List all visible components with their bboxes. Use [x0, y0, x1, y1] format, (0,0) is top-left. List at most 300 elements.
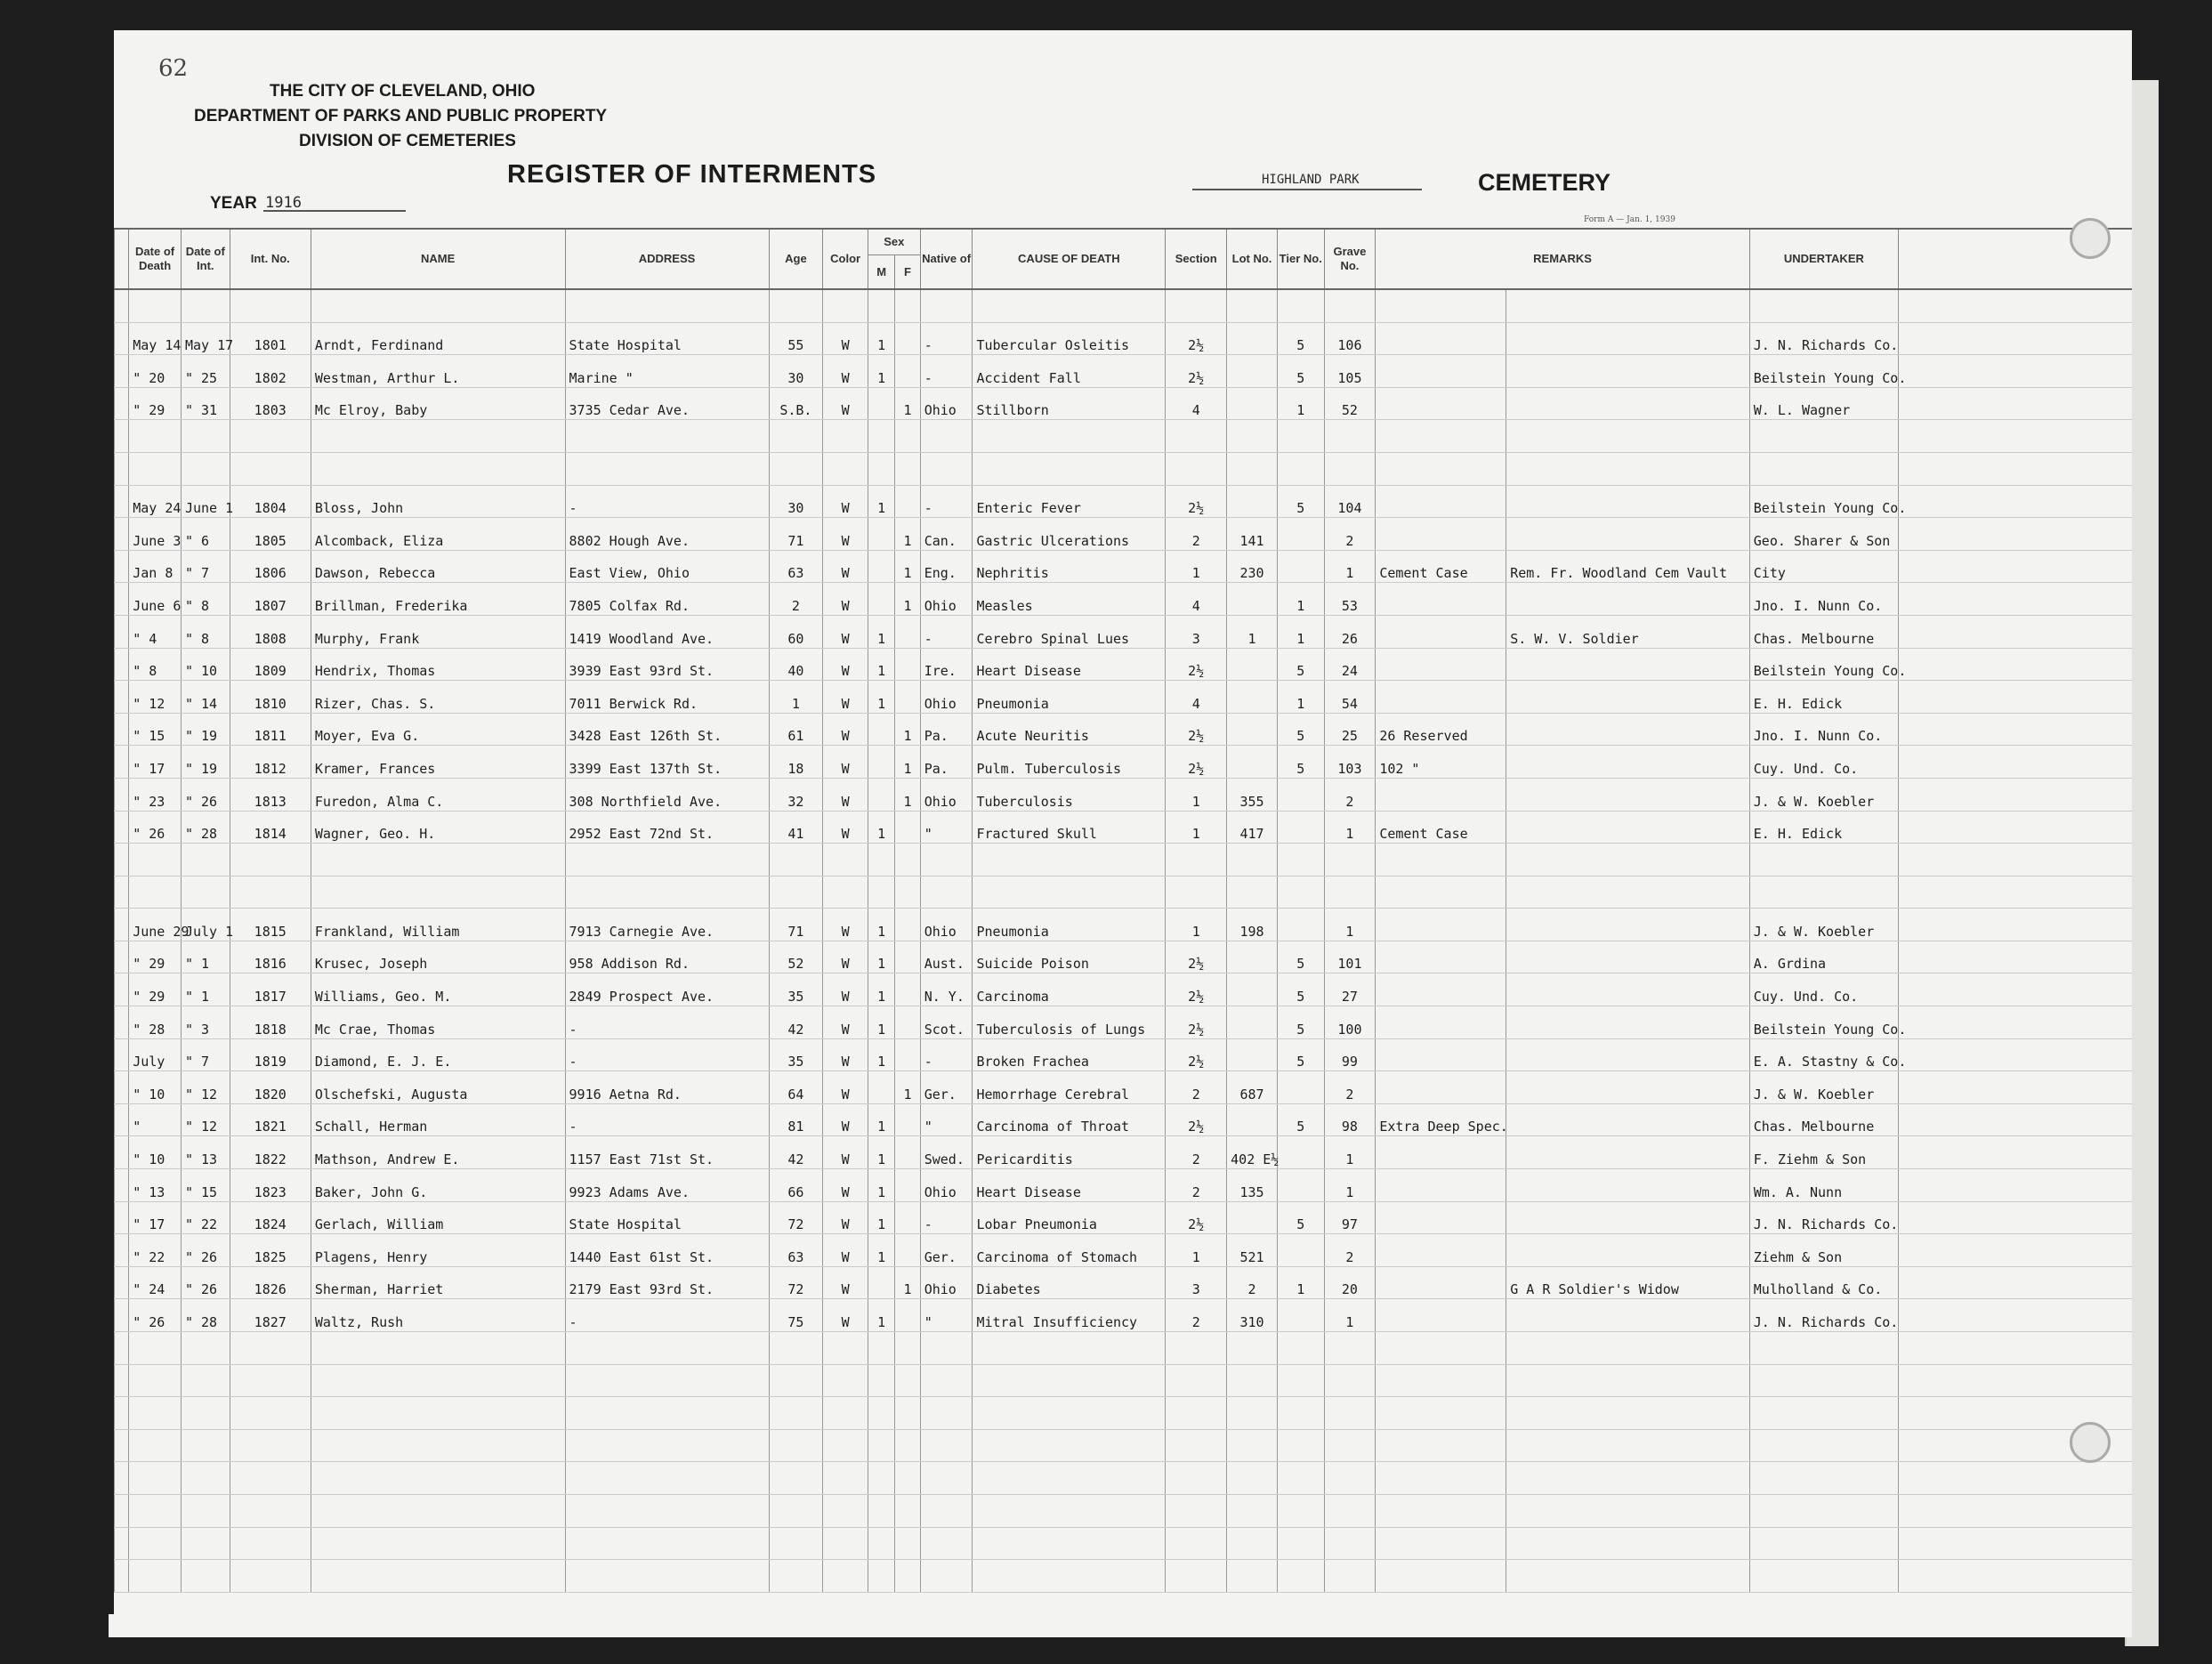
empty-cell [920, 1332, 973, 1365]
empty-cell [230, 1560, 311, 1593]
cell-int: " 15 [181, 1169, 230, 1202]
cell-age [769, 420, 823, 453]
cell-cause: Pericarditis [973, 1136, 1166, 1169]
cell-address: 7011 Berwick Rd. [565, 681, 769, 714]
empty-cell [769, 1560, 823, 1593]
col-address: ADDRESS [565, 229, 769, 289]
empty-cell [1324, 1560, 1376, 1593]
cell-f [895, 420, 920, 453]
cell-undertaker: Geo. Sharer & Son [1749, 518, 1898, 551]
empty-cell [823, 1560, 868, 1593]
cell-no: 1815 [230, 909, 311, 941]
col-grave: Grave No. [1324, 229, 1376, 289]
cell-m [868, 420, 894, 453]
cell-color: W [823, 355, 868, 388]
cell-name: Westman, Arthur L. [311, 355, 565, 388]
empty-cell [823, 1527, 868, 1560]
margin-cell [115, 1169, 129, 1202]
empty-cell [1376, 1429, 1506, 1462]
cell-lot [1227, 1103, 1278, 1136]
cell-m: 1 [868, 1136, 894, 1169]
cell-int: " 10 [181, 648, 230, 681]
cell-f [895, 485, 920, 518]
cell-r1 [1376, 681, 1506, 714]
table-row-blank [115, 1429, 2133, 1462]
table-row [115, 1006, 2133, 1039]
cell-cause: Cerebro Spinal Lues [973, 615, 1166, 648]
table-row-blank [115, 452, 2133, 485]
empty-cell [115, 1527, 129, 1560]
cell-grave: 1 [1324, 1299, 1376, 1332]
cell-f [895, 1103, 920, 1136]
cell-r2 [1506, 387, 1750, 420]
empty-cell [230, 1397, 311, 1430]
cell-undertaker: E. A. Stastny & Co. [1749, 1038, 1898, 1071]
cell-address: State Hospital [565, 1201, 769, 1234]
cell-color: W [823, 746, 868, 779]
cell-name [311, 452, 565, 485]
cell-no: 1809 [230, 648, 311, 681]
extra-cell [1898, 355, 2132, 388]
cell-age: 30 [769, 485, 823, 518]
cell-no: 1802 [230, 355, 311, 388]
empty-cell [1277, 1462, 1324, 1495]
cell-address: 9923 Adams Ave. [565, 1169, 769, 1202]
empty-cell [769, 289, 823, 322]
margin-cell [115, 1006, 129, 1039]
cell-lot [1227, 420, 1278, 453]
cell-undertaker: J. N. Richards Co. [1749, 322, 1898, 355]
empty-cell [973, 1462, 1166, 1495]
cell-f: 1 [895, 550, 920, 583]
cell-death [129, 844, 182, 876]
cell-color: W [823, 387, 868, 420]
cell-section: 2½ [1166, 322, 1227, 355]
empty-cell [1277, 1429, 1324, 1462]
table-row-blank [115, 1494, 2133, 1527]
empty-cell [1376, 1527, 1506, 1560]
cell-tier: 5 [1277, 485, 1324, 518]
cell-r2 [1506, 1071, 1750, 1104]
cell-age: 66 [769, 1169, 823, 1202]
form-note: Form A — Jan. 1, 1939 [1584, 215, 1675, 224]
cell-r1 [1376, 876, 1506, 909]
extra-cell [1898, 485, 2132, 518]
cell-address: 9916 Aetna Rd. [565, 1071, 769, 1104]
cell-lot: 141 [1227, 518, 1278, 551]
cell-m [868, 518, 894, 551]
cell-no: 1811 [230, 713, 311, 746]
cell-int [181, 420, 230, 453]
cell-grave: 26 [1324, 615, 1376, 648]
cell-int: " 28 [181, 811, 230, 844]
cell-color: W [823, 648, 868, 681]
cell-death: " 26 [129, 1299, 182, 1332]
cell-name: Mathson, Andrew E. [311, 1136, 565, 1169]
empty-cell [1898, 1560, 2132, 1593]
col-sex-m: M [868, 255, 894, 289]
cell-death: " 17 [129, 1201, 182, 1234]
empty-cell [823, 1429, 868, 1462]
cell-section: 2½ [1166, 1103, 1227, 1136]
margin-cell [115, 518, 129, 551]
cell-r1 [1376, 420, 1506, 453]
table-row [115, 355, 2133, 388]
cell-undertaker: Chas. Melbourne [1749, 615, 1898, 648]
cell-native: Pa. [920, 713, 973, 746]
table-row [115, 583, 2133, 616]
empty-cell [1749, 1527, 1898, 1560]
margin-col [115, 229, 129, 289]
cell-name: Williams, Geo. M. [311, 973, 565, 1006]
cell-tier [1277, 1234, 1324, 1267]
empty-cell [769, 1429, 823, 1462]
cell-grave: 106 [1324, 322, 1376, 355]
cell-no: 1803 [230, 387, 311, 420]
cell-int: " 8 [181, 583, 230, 616]
cell-m: 1 [868, 1006, 894, 1039]
cell-address [565, 452, 769, 485]
cell-grave: 100 [1324, 1006, 1376, 1039]
cell-section [1166, 420, 1227, 453]
cell-no: 1810 [230, 681, 311, 714]
table-row [115, 1299, 2133, 1332]
cell-undertaker: Chas. Melbourne [1749, 1103, 1898, 1136]
empty-cell [1898, 1527, 2132, 1560]
extra-cell [1898, 713, 2132, 746]
empty-cell [1166, 1560, 1227, 1593]
cell-int: " 1 [181, 941, 230, 973]
margin-cell [115, 844, 129, 876]
margin-cell [115, 778, 129, 811]
cell-address: 3428 East 126th St. [565, 713, 769, 746]
col-remarks: REMARKS [1376, 229, 1749, 289]
cell-lot [1227, 1201, 1278, 1234]
table-row-blank [115, 1527, 2133, 1560]
cell-name: Hendrix, Thomas [311, 648, 565, 681]
col-lot: Lot No. [1227, 229, 1278, 289]
cell-cause: Heart Disease [973, 1169, 1166, 1202]
cell-int: July 1 [181, 909, 230, 941]
empty-cell [895, 1429, 920, 1462]
cell-name: Diamond, E. J. E. [311, 1038, 565, 1071]
extra-cell [1898, 648, 2132, 681]
cell-color: W [823, 811, 868, 844]
empty-cell [868, 1494, 894, 1527]
cell-undertaker: F. Ziehm & Son [1749, 1136, 1898, 1169]
empty-cell [115, 1462, 129, 1495]
empty-cell [1324, 1397, 1376, 1430]
cell-age: 30 [769, 355, 823, 388]
empty-cell [823, 1462, 868, 1495]
cell-section: 1 [1166, 909, 1227, 941]
empty-cell [181, 1494, 230, 1527]
cell-r1 [1376, 909, 1506, 941]
empty-cell [895, 289, 920, 322]
cell-f [895, 909, 920, 941]
cell-native: Ohio [920, 583, 973, 616]
cell-tier: 5 [1277, 1006, 1324, 1039]
empty-cell [1227, 1494, 1278, 1527]
cell-r1 [1376, 1299, 1506, 1332]
cell-grave: 20 [1324, 1266, 1376, 1299]
empty-cell [129, 1494, 182, 1527]
cell-int: June 1 [181, 485, 230, 518]
cell-r2 [1506, 1234, 1750, 1267]
cell-cause: Hemorrhage Cerebral [973, 1071, 1166, 1104]
table-row-blank [115, 289, 2133, 322]
empty-cell [1324, 1429, 1376, 1462]
year-value: 1916 [265, 194, 302, 212]
cell-r2 [1506, 844, 1750, 876]
empty-cell [311, 1494, 565, 1527]
cell-int: " 26 [181, 778, 230, 811]
cell-death: " 20 [129, 355, 182, 388]
table-row-blank [115, 844, 2133, 876]
cell-grave [1324, 844, 1376, 876]
cell-cause: Enteric Fever [973, 485, 1166, 518]
cell-undertaker: A. Grdina [1749, 941, 1898, 973]
extra-cell [1898, 452, 2132, 485]
cell-color: W [823, 550, 868, 583]
cell-f [895, 1169, 920, 1202]
empty-cell [311, 1560, 565, 1593]
empty-cell [973, 1364, 1166, 1397]
cell-address: - [565, 1103, 769, 1136]
cell-grave: 1 [1324, 1169, 1376, 1202]
cell-address: 8802 Hough Ave. [565, 518, 769, 551]
cell-r2 [1506, 1038, 1750, 1071]
cell-m: 1 [868, 909, 894, 941]
cell-r2 [1506, 518, 1750, 551]
cell-address: - [565, 1299, 769, 1332]
cell-death: Jan 8 [129, 550, 182, 583]
cell-death: June 3 [129, 518, 182, 551]
empty-cell [769, 1397, 823, 1430]
extra-cell [1898, 909, 2132, 941]
cell-f [895, 681, 920, 714]
cell-tier [1277, 1299, 1324, 1332]
cell-lot [1227, 1038, 1278, 1071]
cell-no: 1812 [230, 746, 311, 779]
cell-name: Waltz, Rush [311, 1299, 565, 1332]
cell-tier: 5 [1277, 973, 1324, 1006]
empty-cell [769, 1527, 823, 1560]
extra-cell [1898, 1103, 2132, 1136]
cell-native: Ger. [920, 1071, 973, 1104]
empty-cell [1166, 289, 1227, 322]
table-row [115, 746, 2133, 779]
empty-cell [115, 1397, 129, 1430]
cell-r1: Cement Case [1376, 550, 1506, 583]
extra-cell [1898, 1169, 2132, 1202]
cell-r2 [1506, 713, 1750, 746]
cell-cause: Accident Fall [973, 355, 1166, 388]
cell-name: Frankland, William [311, 909, 565, 941]
cell-r2 [1506, 583, 1750, 616]
cell-r2 [1506, 648, 1750, 681]
cell-address: 3735 Cedar Ave. [565, 387, 769, 420]
empty-cell [181, 1560, 230, 1593]
cell-lot [1227, 713, 1278, 746]
cell-death: " 13 [129, 1169, 182, 1202]
cell-f [895, 1006, 920, 1039]
cell-undertaker [1749, 420, 1898, 453]
extra-cell [1898, 876, 2132, 909]
cell-age: 71 [769, 909, 823, 941]
table-row [115, 322, 2133, 355]
cell-tier [1277, 1071, 1324, 1104]
empty-cell [868, 1462, 894, 1495]
cell-r1 [1376, 387, 1506, 420]
cell-native: Eng. [920, 550, 973, 583]
cell-cause: Stillborn [973, 387, 1166, 420]
cell-age: 63 [769, 550, 823, 583]
cell-no: 1819 [230, 1038, 311, 1071]
empty-cell [1324, 1462, 1376, 1495]
margin-cell [115, 583, 129, 616]
empty-cell [1376, 1494, 1506, 1527]
cell-name: Dawson, Rebecca [311, 550, 565, 583]
empty-cell [311, 289, 565, 322]
cell-death: June 29 [129, 909, 182, 941]
cell-undertaker: Beilstein Young Co. [1749, 485, 1898, 518]
empty-cell [1506, 289, 1750, 322]
cell-r2 [1506, 1103, 1750, 1136]
cell-address: 1419 Woodland Ave. [565, 615, 769, 648]
cell-int: " 1 [181, 973, 230, 1006]
cell-r1 [1376, 1266, 1506, 1299]
empty-cell [1376, 1560, 1506, 1593]
cell-death: " 29 [129, 973, 182, 1006]
department-heading: DEPARTMENT OF PARKS AND PUBLIC PROPERTY [194, 107, 608, 125]
cell-cause: Carcinoma [973, 973, 1166, 1006]
empty-cell [1506, 1397, 1750, 1430]
empty-cell [1749, 1332, 1898, 1365]
cell-native: Ohio [920, 909, 973, 941]
margin-cell [115, 1266, 129, 1299]
cell-color: W [823, 1038, 868, 1071]
margin-cell [115, 485, 129, 518]
cell-m: 1 [868, 648, 894, 681]
empty-cell [1277, 1527, 1324, 1560]
cell-lot: 310 [1227, 1299, 1278, 1332]
cell-lot [1227, 941, 1278, 973]
cell-address: 2179 East 93rd St. [565, 1266, 769, 1299]
cell-name: Schall, Herman [311, 1103, 565, 1136]
margin-cell [115, 322, 129, 355]
margin-cell [115, 615, 129, 648]
cell-native: Ohio [920, 1169, 973, 1202]
cell-cause: Acute Neuritis [973, 713, 1166, 746]
cell-undertaker: J. & W. Koebler [1749, 909, 1898, 941]
margin-cell [115, 1071, 129, 1104]
cell-r1 [1376, 322, 1506, 355]
cell-f: 1 [895, 387, 920, 420]
cell-name: Arndt, Ferdinand [311, 322, 565, 355]
empty-cell [868, 1364, 894, 1397]
cell-no: 1826 [230, 1266, 311, 1299]
cell-death: " 29 [129, 941, 182, 973]
year-label: YEAR [210, 194, 257, 213]
page-edge [109, 1614, 121, 1637]
cell-lot [1227, 681, 1278, 714]
cell-grave: 104 [1324, 485, 1376, 518]
cell-m [868, 1071, 894, 1104]
cell-undertaker: Jno. I. Nunn Co. [1749, 713, 1898, 746]
cell-m: 1 [868, 1103, 894, 1136]
cell-r1 [1376, 355, 1506, 388]
cell-age: 64 [769, 1071, 823, 1104]
extra-cell [1898, 1266, 2132, 1299]
cell-int [181, 452, 230, 485]
cell-lot: 135 [1227, 1169, 1278, 1202]
cell-lot: 521 [1227, 1234, 1278, 1267]
cell-section: 2 [1166, 518, 1227, 551]
cell-native: - [920, 615, 973, 648]
cell-native [920, 844, 973, 876]
table-row [115, 648, 2133, 681]
cell-tier: 1 [1277, 583, 1324, 616]
empty-cell [1166, 1527, 1227, 1560]
cell-age: 52 [769, 941, 823, 973]
cell-name: Brillman, Frederika [311, 583, 565, 616]
cell-grave: 1 [1324, 909, 1376, 941]
empty-cell [868, 1429, 894, 1462]
cell-native: Ohio [920, 387, 973, 420]
cell-r1 [1376, 973, 1506, 1006]
table-row [115, 681, 2133, 714]
cell-address: 1157 East 71st St. [565, 1136, 769, 1169]
cell-color [823, 452, 868, 485]
cell-section: 4 [1166, 583, 1227, 616]
empty-cell [973, 1429, 1166, 1462]
table-row [115, 1169, 2133, 1202]
cell-f [895, 844, 920, 876]
empty-cell [823, 1494, 868, 1527]
empty-cell [823, 289, 868, 322]
margin-cell [115, 1299, 129, 1332]
empty-cell [1506, 1527, 1750, 1560]
cell-grave: 27 [1324, 973, 1376, 1006]
cell-age: 63 [769, 1234, 823, 1267]
empty-cell [311, 1332, 565, 1365]
cell-color: W [823, 941, 868, 973]
extra-cell [1898, 583, 2132, 616]
cell-f [895, 322, 920, 355]
cell-r2: S. W. V. Soldier [1506, 615, 1750, 648]
cell-no: 1807 [230, 583, 311, 616]
cell-r1 [1376, 485, 1506, 518]
cell-lot [1227, 648, 1278, 681]
empty-cell [230, 1527, 311, 1560]
extra-cell [1898, 746, 2132, 779]
table-row-blank [115, 876, 2133, 909]
empty-cell [1324, 1527, 1376, 1560]
empty-cell [565, 1397, 769, 1430]
binder-ring-bottom [2070, 1422, 2111, 1463]
margin-cell [115, 452, 129, 485]
cell-r1 [1376, 1006, 1506, 1039]
city-heading: THE CITY OF CLEVELAND, OHIO [270, 82, 536, 101]
empty-cell [973, 1397, 1166, 1430]
cell-m [868, 550, 894, 583]
cell-section: 2½ [1166, 746, 1227, 779]
cell-cause [973, 844, 1166, 876]
cell-death: " 15 [129, 713, 182, 746]
cell-grave: 52 [1324, 387, 1376, 420]
cell-m: 1 [868, 1299, 894, 1332]
